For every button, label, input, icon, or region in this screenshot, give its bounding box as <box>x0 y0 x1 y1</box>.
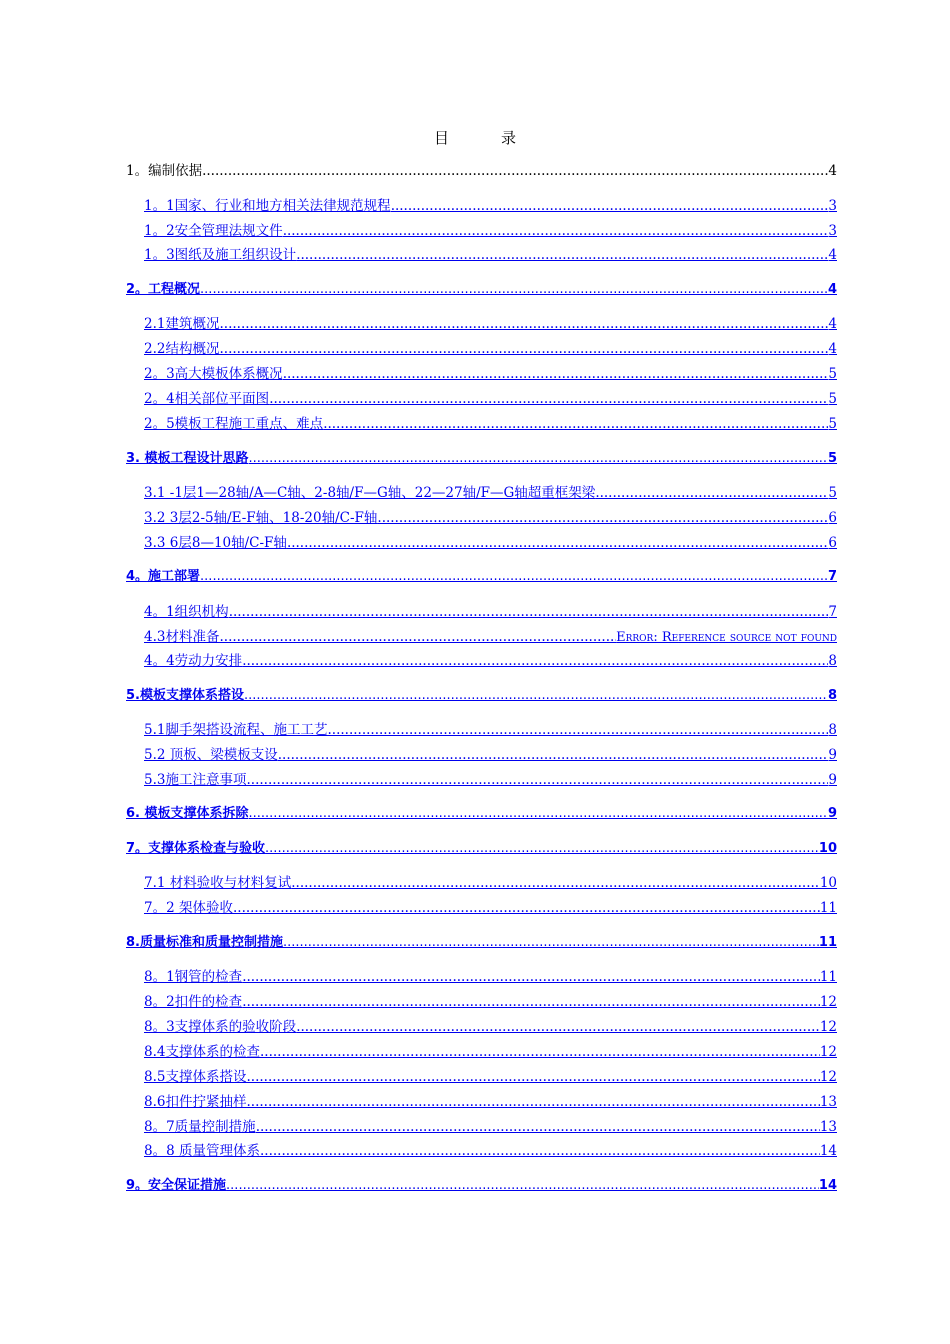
toc-entry-8-3[interactable]: 8。3支撑体系的验收阶段 ..... 12 <box>144 1018 837 1036</box>
toc-entry-7-1[interactable]: 7.1 材料验收与材料复试 ..... 10 <box>144 874 837 892</box>
toc-title-right: 录 <box>501 129 517 147</box>
toc-entry-2-5[interactable]: 2。5模板工程施工重点、难点 ..... 5 <box>144 415 837 433</box>
toc-entry-3-3[interactable]: 3.3 6层8—10轴/C-F轴 ..... 6 <box>144 534 837 552</box>
toc-entry-3-1[interactable]: 3.1 -1层1—28轴/A—C轴、2-8轴/F—G轴、22—27轴/F—G轴超重框架梁 ..... 5 <box>144 484 837 502</box>
toc-entry-2-3[interactable]: 2。3高大模板体系概况 ..... 5 <box>144 365 837 383</box>
toc-entry-4-4[interactable]: 4。4劳动力安排 ..... 8 <box>144 652 837 670</box>
toc-entry-1-1[interactable]: 1。1国家、行业和地方相关法律规范规程 ..... 3 <box>144 197 837 215</box>
toc-entry-1-2[interactable]: 1。2安全管理法规文件 ..... 3 <box>144 222 837 240</box>
toc-entry-4-1[interactable]: 4。1组织机构 ..... 7 <box>144 603 837 621</box>
toc-entry-5-1[interactable]: 5.1脚手架搭设流程、施工工艺 ..... 8 <box>144 721 837 739</box>
toc-entry-8-7[interactable]: 8。7质量控制措施 ..... 13 <box>144 1118 837 1136</box>
toc-entry-2[interactable]: 2。工程概况 ..... 4 <box>126 281 837 299</box>
toc-entry-2-1[interactable]: 2.1建筑概况 ..... 4 <box>144 315 837 333</box>
toc-title <box>0 127 950 148</box>
toc-entry-3[interactable]: 3. 模板工程设计思路 ..... 5 <box>126 450 837 468</box>
toc-entry-8-8[interactable]: 8。8 质量管理体系 ..... 14 <box>144 1142 837 1160</box>
toc-entry-6[interactable]: 6. 模板支撑体系拆除 ..... 9 <box>126 805 837 823</box>
toc-entry-8-2[interactable]: 8。2扣件的检查 ..... 12 <box>144 993 837 1011</box>
toc-entry-8-1[interactable]: 8。1钢管的检查 ..... 11 <box>144 968 837 986</box>
toc-entry-5-3[interactable]: 5.3施工注意事项 ..... 9 <box>144 771 837 789</box>
toc-entry-4-3[interactable]: 4.3材料准备 ..... Error: Reference source not found <box>144 628 837 646</box>
toc-entry-9[interactable]: 9。安全保证措施 ..... 14 <box>126 1177 837 1195</box>
toc-entry-5[interactable]: 5.模板支撑体系搭设 ..... 8 <box>126 687 837 705</box>
toc-entry-3-2[interactable]: 3.2 3层2-5轴/E-F轴、18-20轴/C-F轴 ..... 6 <box>144 509 837 527</box>
toc-entry-5-2[interactable]: 5.2 顶板、梁模板支设 ..... 9 <box>144 746 837 764</box>
toc-entry-4[interactable]: 4。施工部署 ..... 7 <box>126 568 837 586</box>
toc-entry-8-5[interactable]: 8.5支撑体系搭设 ..... 12 <box>144 1068 837 1086</box>
toc-entry-7[interactable]: 7。支撑体系检查与验收 ..... 10 <box>126 840 837 858</box>
reference-error: Error: Reference source not found <box>616 630 837 645</box>
toc-entry-8[interactable]: 8.质量标准和质量控制措施 ..... 11 <box>126 934 837 952</box>
toc-entry-2-4[interactable]: 2。4相关部位平面图 ..... 5 <box>144 390 837 408</box>
toc-entry-1-3[interactable]: 1。3图纸及施工组织设计 ..... 4 <box>144 246 837 264</box>
toc-entry-2-2[interactable]: 2.2结构概况 ..... 4 <box>144 340 837 358</box>
toc-entry-7-2[interactable]: 7。2 架体验收 ..... 11 <box>144 899 837 917</box>
toc-entry-1: 1。编制依据 ..... 4 <box>126 162 837 180</box>
toc-entry-8-4[interactable]: 8.4支撑体系的检查 ..... 12 <box>144 1043 837 1061</box>
toc-title-left: 目 <box>433 129 449 147</box>
toc-entry-8-6[interactable]: 8.6扣件拧紧抽样 ..... 13 <box>144 1093 837 1111</box>
